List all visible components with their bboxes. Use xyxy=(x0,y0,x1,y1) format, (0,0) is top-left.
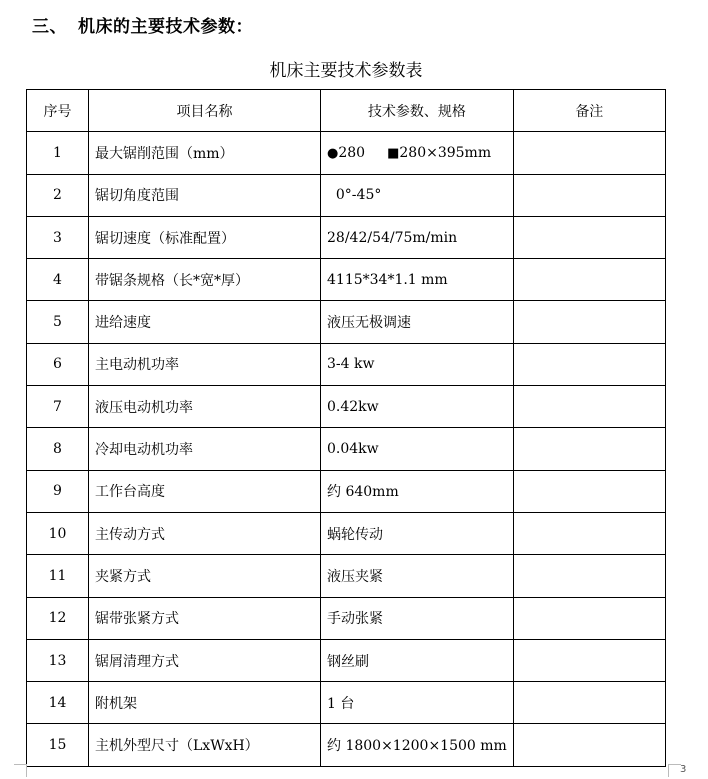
row-name: 带锯条规格（长*宽*厚） xyxy=(89,259,321,301)
table-row xyxy=(27,301,666,343)
table-row xyxy=(27,639,666,681)
header-item-name: 项目名称 xyxy=(89,90,321,132)
row-name: 附机架 xyxy=(89,682,321,724)
row-name: 主机外型尺寸（LxWxH） xyxy=(89,724,321,766)
square-icon: ■ xyxy=(387,145,400,161)
row-index: 1 xyxy=(27,132,89,174)
row-note xyxy=(513,724,665,766)
row-index: 9 xyxy=(27,470,89,512)
circle-icon: ● xyxy=(327,145,339,161)
table-row xyxy=(27,597,666,639)
row-note xyxy=(513,428,665,470)
table-row xyxy=(27,682,666,724)
row-index: 12 xyxy=(27,597,89,639)
table-row xyxy=(27,512,666,554)
row-name: 锯带张紧方式 xyxy=(89,597,321,639)
row-note xyxy=(513,682,665,724)
spec-table xyxy=(26,89,666,767)
row-value: 蜗轮传动 xyxy=(321,512,514,554)
row-note xyxy=(513,174,665,216)
row-name: 锯切速度（标准配置） xyxy=(89,216,321,258)
table-row xyxy=(27,259,666,301)
row-name: 工作台高度 xyxy=(89,470,321,512)
row-note xyxy=(513,639,665,681)
table-row xyxy=(27,132,666,174)
row-note xyxy=(513,343,665,385)
row-note xyxy=(513,386,665,428)
row-value: 3-4 kw xyxy=(321,343,514,385)
row-index: 2 xyxy=(27,174,89,216)
row-index: 6 xyxy=(27,343,89,385)
row-name: 主电动机功率 xyxy=(89,343,321,385)
row-value: 0°-45° xyxy=(321,174,514,216)
page-corner-mark-left xyxy=(14,764,27,777)
row-value: 4115*34*1.1 mm xyxy=(321,259,514,301)
row-name: 进给速度 xyxy=(89,301,321,343)
row-name: 冷却电动机功率 xyxy=(89,428,321,470)
row-value: 钢丝刷 xyxy=(321,639,514,681)
section-heading xyxy=(32,12,253,37)
row-name: 夹紧方式 xyxy=(89,555,321,597)
square-size-value: 280×395mm xyxy=(399,144,492,161)
row-note xyxy=(513,259,665,301)
header-note: 备注 xyxy=(513,90,665,132)
table-row xyxy=(27,428,666,470)
row-note xyxy=(513,555,665,597)
section-title: 机床的主要技术参数： xyxy=(78,17,253,37)
row-index: 15 xyxy=(27,724,89,766)
row-note xyxy=(513,470,665,512)
table-row xyxy=(27,470,666,512)
table-caption: 机床主要技术参数表 xyxy=(269,61,423,81)
table-header-row xyxy=(27,90,666,132)
page-number: 3 xyxy=(680,764,687,775)
row-value: 约 640mm xyxy=(321,470,514,512)
table-row xyxy=(27,724,666,766)
row-index: 3 xyxy=(27,216,89,258)
header-spec: 技术参数、规格 xyxy=(321,90,514,132)
header-index: 序号 xyxy=(27,90,89,132)
round-diameter-value: 280 xyxy=(338,144,366,161)
row-index: 10 xyxy=(27,512,89,554)
row-value: 手动张紧 xyxy=(321,597,514,639)
row-value: 0.04kw xyxy=(321,428,514,470)
row-name: 主传动方式 xyxy=(89,512,321,554)
row-index: 8 xyxy=(27,428,89,470)
row-index: 5 xyxy=(27,301,89,343)
row-value: 28/42/54/75m/min xyxy=(321,216,514,258)
row-index: 14 xyxy=(27,682,89,724)
row-note xyxy=(513,132,665,174)
table-row xyxy=(27,174,666,216)
row-note xyxy=(513,597,665,639)
table-row xyxy=(27,343,666,385)
row-value xyxy=(321,132,514,174)
table-row xyxy=(27,386,666,428)
row-index: 4 xyxy=(27,259,89,301)
row-name: 最大锯削范围（mm） xyxy=(89,132,321,174)
row-note xyxy=(513,301,665,343)
row-value: 1 台 xyxy=(321,682,514,724)
row-value: 液压夹紧 xyxy=(321,555,514,597)
row-note xyxy=(513,512,665,554)
row-value: 约 1800×1200×1500 mm xyxy=(321,724,514,766)
row-name: 液压电动机功率 xyxy=(89,386,321,428)
section-number: 三、 xyxy=(32,17,67,37)
row-value: 液压无极调速 xyxy=(321,301,514,343)
row-index: 13 xyxy=(27,639,89,681)
table-row xyxy=(27,216,666,258)
row-index: 7 xyxy=(27,386,89,428)
row-name: 锯切角度范围 xyxy=(89,174,321,216)
row-value: 0.42kw xyxy=(321,386,514,428)
row-name: 锯屑清理方式 xyxy=(89,639,321,681)
row-note xyxy=(513,216,665,258)
row-index: 11 xyxy=(27,555,89,597)
table-row xyxy=(27,555,666,597)
